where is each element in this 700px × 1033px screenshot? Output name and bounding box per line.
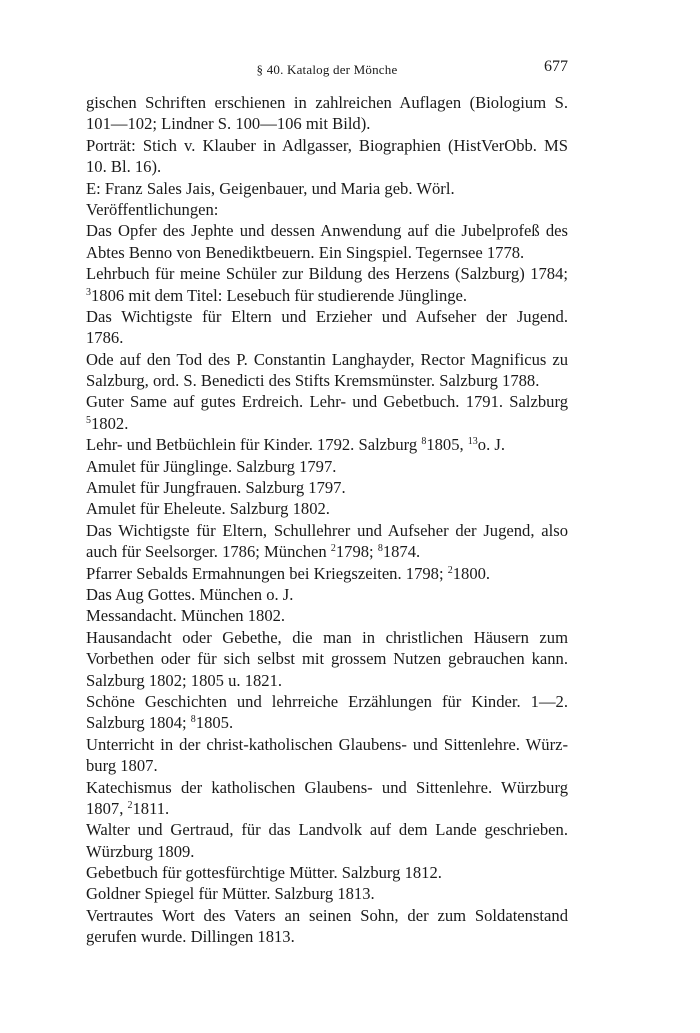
text-line <box>86 841 568 862</box>
text-line <box>86 349 568 370</box>
text-line <box>86 285 568 306</box>
text-line <box>86 670 568 691</box>
text-segment: gischen Schriften erschienen in zahlreichen Auflagen (Biologium S. <box>86 93 568 112</box>
text-segment: auch für Seelsorger. 1786; München <box>86 542 331 562</box>
text-line <box>86 156 568 177</box>
edition-superscript: 3 <box>86 286 91 298</box>
text-line <box>86 370 568 391</box>
text-line <box>86 220 568 241</box>
text-line <box>86 905 568 926</box>
text-segment: 1802. <box>91 413 129 433</box>
text-line <box>86 883 568 904</box>
text-segment: Lehr- und Betbüchlein für Kinder. 1792. Salzburg <box>86 435 422 455</box>
text-line <box>86 798 568 819</box>
text-line <box>86 391 568 412</box>
text-segment: Lehrbuch für meine Schüler zur Bildung des Herzens (Salzburg) 1784; <box>86 264 568 284</box>
edition-superscript: 2 <box>127 799 133 811</box>
edition-superscript: 8 <box>421 436 427 448</box>
text-line <box>86 327 568 348</box>
text-line <box>86 584 568 605</box>
text-segment: 1807, <box>86 798 128 818</box>
text-segment: Veröffentlichungen: <box>86 199 219 219</box>
text-segment: Goldner Spiegel für Mütter. Salzburg 1813. <box>86 884 375 904</box>
text-line <box>86 113 568 134</box>
text-segment: Gebetbuch für gottesfürchtige Mütter. Salzburg 1812. <box>86 863 442 883</box>
edition-superscript: 13 <box>467 436 478 448</box>
edition-superscript: 8 <box>377 543 383 555</box>
text-segment: 1786. <box>86 328 124 348</box>
text-segment: Das Wichtigste für Eltern und Erzieher und Aufseher der Jugend. <box>86 306 568 326</box>
text-line <box>86 563 568 584</box>
text-line <box>86 819 568 840</box>
text-segment: Salzburg, ord. S. Benedicti des Stifts Kremsmünster. Salzburg 1788. <box>86 371 540 391</box>
edition-superscript: 8 <box>190 714 196 726</box>
text-segment: Katechismus der katholischen Glaubens- und Sittenlehre. Würzburg <box>86 777 568 797</box>
text-line <box>86 777 568 798</box>
text-line <box>86 498 568 519</box>
text-segment: Salzburg 1802; 1805 u. 1821. <box>86 670 283 690</box>
text-segment: Amulet für Jünglinge. Salzburg 1797. <box>86 456 337 476</box>
catalog-entry-text <box>86 92 568 948</box>
text-line <box>86 605 568 626</box>
text-line <box>86 862 568 883</box>
text-line <box>86 92 568 113</box>
text-segment: Abtes Benno von Benediktbeuern. Ein Singspiel. Tegernsee 1778. <box>86 242 525 262</box>
text-line <box>86 477 568 498</box>
text-segment: 10. Bl. 16). <box>86 157 162 177</box>
text-line <box>86 926 568 947</box>
text-line <box>86 135 568 156</box>
text-segment: Messandacht. München 1802. <box>86 606 286 626</box>
edition-superscript: 2 <box>447 564 453 576</box>
text-segment: gerufen wurde. Dillingen 1813. <box>86 927 295 947</box>
text-segment: 1800. <box>452 563 491 583</box>
text-line <box>86 648 568 669</box>
text-segment: Guter Same auf gutes Erdreich. Lehr- und Gebetbuch. 1791. Salzburg <box>86 392 568 412</box>
page-number: 677 <box>544 58 568 75</box>
text-segment: Walter und Gertraud, für das Landvolk auf dem Lande geschrieben. <box>86 820 568 840</box>
text-segment: Vorbethen oder für sich selbst mit grossem Nutzen gebrauchen kann. <box>86 649 568 669</box>
text-segment: Unterricht in der christ-katholischen Glaubens- und Sittenlehre. Würz- <box>86 734 568 754</box>
text-line <box>86 627 568 648</box>
running-header <box>86 58 568 82</box>
text-segment: Schöne Geschichten und lehrreiche Erzählungen für Kinder. 1—2. <box>86 691 568 711</box>
text-segment: 1874. <box>382 542 421 562</box>
text-segment: 1805. <box>195 713 234 733</box>
text-segment: Pfarrer Sebalds Ermahnungen bei Kriegszeiten. 1798; <box>86 563 448 583</box>
text-line <box>86 178 568 199</box>
edition-superscript: 2 <box>330 543 336 555</box>
text-segment: Würzburg 1809. <box>86 841 195 861</box>
text-segment: Porträt: Stich v. Klauber in Adlgasser, Biographien (HistVerObb. MS <box>86 135 568 155</box>
text-segment: Das Opfer des Jephte und dessen Anwendung auf die Jubelprofeß des <box>86 221 568 241</box>
text-line <box>86 456 568 477</box>
text-segment: Das Wichtigste für Eltern, Schullehrer und Aufseher der Jugend, also <box>86 520 568 540</box>
running-header-title: § 40. Katalog der Mönche <box>256 62 398 77</box>
text-segment: burg 1807. <box>86 756 158 776</box>
text-segment: 1811. <box>132 798 170 818</box>
text-segment: Amulet für Jungfrauen. Salzburg 1797. <box>86 478 346 498</box>
text-segment: Das Aug Gottes. München o. J. <box>86 584 294 604</box>
text-segment: 1798; <box>335 542 378 562</box>
text-line <box>86 520 568 541</box>
text-line <box>86 434 568 455</box>
text-line <box>86 755 568 776</box>
text-segment: Amulet für Eheleute. Salzburg 1802. <box>86 499 330 519</box>
text-line <box>86 691 568 712</box>
text-segment: Hausandacht oder Gebethe, die man in christlichen Häusern zum <box>86 627 568 647</box>
text-segment: E: Franz Sales Jais, Geigenbauer, und Maria geb. Wörl. <box>86 178 455 198</box>
text-line <box>86 199 568 220</box>
text-segment: 1806 mit dem Titel: Lesebuch für studierende Jünglinge. <box>91 285 468 305</box>
text-segment: Ode auf den Tod des P. Constantin Langhayder, Rector Magnificus zu <box>86 349 568 369</box>
text-segment: Vertrautes Wort des Vaters an seinen Sohn, der zum Soldatenstand <box>86 905 568 925</box>
text-line <box>86 263 568 284</box>
edition-superscript: 5 <box>86 414 91 426</box>
text-line <box>86 306 568 327</box>
text-segment: Salzburg 1804; <box>86 713 191 733</box>
text-segment: 1805, <box>426 435 468 455</box>
text-segment: 101—102; Lindner S. 100—106 mit Bild). <box>86 114 371 134</box>
text-line <box>86 242 568 263</box>
text-line <box>86 413 568 434</box>
text-line <box>86 541 568 562</box>
text-line <box>86 712 568 733</box>
text-segment: o. J. <box>477 435 505 455</box>
text-line <box>86 734 568 755</box>
